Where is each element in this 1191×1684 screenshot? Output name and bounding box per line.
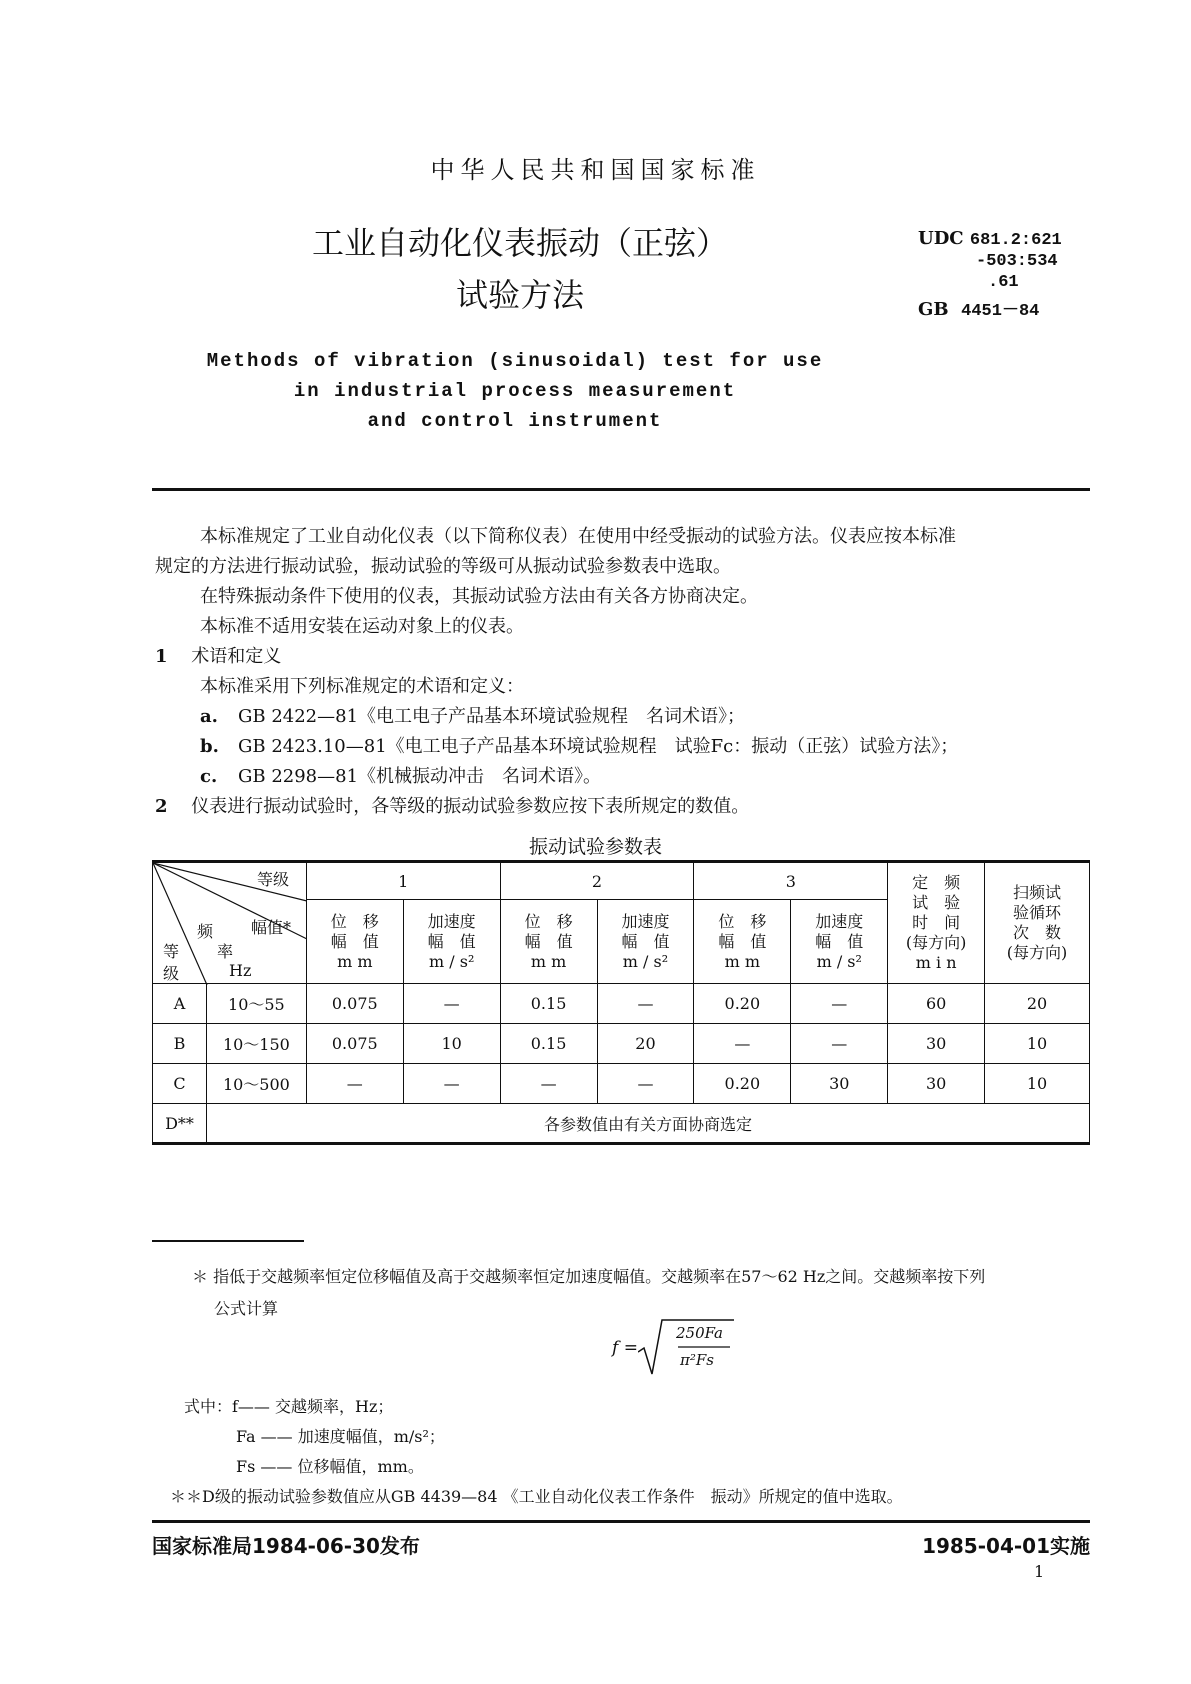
header-line: m m <box>724 951 761 971</box>
gb-label: GB <box>918 299 949 320</box>
issue-date: 国家标准局1984-06-30发布 <box>152 1534 420 1558</box>
displacement-cell: 0.15 <box>500 984 597 1024</box>
header-line: 验循环 <box>1013 903 1062 922</box>
udc-label: UDC <box>918 228 964 249</box>
sweep-cycles-cell: 10 <box>985 1024 1090 1064</box>
section2-text: 仪表进行振动试验时，各等级的振动试验参数应按下表所规定的数值。 <box>191 796 750 817</box>
section1-title: 术语和定义 <box>191 646 282 667</box>
title-en-line2: in industrial process measurement <box>293 380 737 402</box>
corner-deng-label: 等 <box>163 942 180 961</box>
header-line: 时 间 <box>912 913 961 932</box>
title-en-line3: and control instrument <box>367 410 663 432</box>
table-row-a <box>153 984 1090 1024</box>
formula-numerator: 250Fa <box>676 1324 723 1342</box>
header-line: 幅 值 <box>621 931 670 951</box>
group-header-2: 2 <box>500 862 694 900</box>
displacement-cell: 0.075 <box>306 984 403 1024</box>
freq-cell: 10～55 <box>206 984 306 1024</box>
reference-mark: c. <box>200 766 218 787</box>
corner-freq-label: 频 <box>197 922 214 941</box>
header-line: 位 移 <box>718 911 767 931</box>
header-line: 位 移 <box>330 911 379 931</box>
sweep-cycles-cell: 10 <box>985 1064 1090 1104</box>
displacement-cell: — <box>694 1024 791 1064</box>
section1-lead: 本标准采用下列标准规定的术语和定义： <box>200 676 524 697</box>
header-line: m / s² <box>816 951 862 971</box>
title-cn-line1: 工业自动化仪表振动（正弦） <box>311 224 728 262</box>
section1-number: 1 <box>155 646 168 667</box>
header-line: 位 移 <box>524 911 573 931</box>
freq-cell: 10～500 <box>206 1064 306 1104</box>
header-line: m / s² <box>622 951 669 971</box>
acceleration-cell: — <box>403 1064 500 1104</box>
acceleration-cell: — <box>791 984 888 1024</box>
header-line: m m <box>530 951 567 971</box>
acceleration-cell: — <box>791 1024 888 1064</box>
header-line: 幅 值 <box>815 931 864 951</box>
reference-text: GB 2422—81《电工电子产品基本环境试验规程 名词术语》； <box>238 706 746 727</box>
footer-rule <box>152 1520 1090 1523</box>
header-line: 加速度 <box>427 911 476 931</box>
acceleration-cell: — <box>597 1064 694 1104</box>
grade-cell: A <box>153 984 207 1024</box>
gb-code: 4451－84 <box>961 302 1040 321</box>
displacement-header-1 <box>306 900 403 984</box>
footnote-1-line1: ＊ 指低于交越频率恒定位移幅值及高于交越频率恒定加速度幅值。交越频率在57～62 Hz之间。交越频率按下列 <box>192 1267 986 1286</box>
header-line: (每方向) <box>905 933 967 952</box>
row-d-note: 各参数值由有关方面协商选定 <box>206 1104 1089 1144</box>
reference-mark: a. <box>200 706 218 727</box>
section2-number: 2 <box>155 796 168 817</box>
acceleration-cell: 20 <box>597 1024 694 1064</box>
acceleration-cell: 30 <box>791 1064 888 1104</box>
sweep-cycles-cell: 20 <box>985 984 1090 1024</box>
fixed-time-cell: 60 <box>888 984 985 1024</box>
displacement-header-3 <box>694 900 791 984</box>
table-row-b <box>153 1024 1090 1064</box>
udc-block <box>918 228 1062 322</box>
acceleration-cell: 10 <box>403 1024 500 1064</box>
reference-mark: b. <box>200 736 219 757</box>
corner-rate-label: 率 <box>217 942 234 961</box>
header-rule <box>152 488 1090 491</box>
title-en-line1: Methods of vibration (sinusoidal) test for use <box>206 350 824 372</box>
title-cn-line2: 试验方法 <box>455 276 584 314</box>
udc-line2: -503:534 <box>976 252 1058 271</box>
section1-heading <box>155 643 281 671</box>
formula-where-2: Fa —— 加速度幅值，m/s²； <box>236 1427 445 1446</box>
footnote-rule <box>152 1240 304 1242</box>
header-line: 定 频 <box>912 873 961 892</box>
intro-para1-line1: 本标准规定了工业自动化仪表（以下简称仪表）在使用中经受振动的试验方法。仪表应按本标准 <box>200 526 956 547</box>
formula-where-3: Fs —— 位移幅值，mm。 <box>236 1457 424 1476</box>
intro-para3: 本标准不适用安装在运动对象上的仪表。 <box>200 616 524 637</box>
acceleration-cell: — <box>403 984 500 1024</box>
formula-lhs: f = <box>612 1338 638 1358</box>
table-corner-cell <box>153 862 307 984</box>
corner-ji-label: 级 <box>163 964 180 983</box>
effective-date: 1985-04-01实施 <box>922 1534 1090 1558</box>
corner-grade-label: 等级 <box>257 870 290 889</box>
header-line: m i n <box>915 953 957 972</box>
header-line: 幅 值 <box>427 931 476 951</box>
national-standard-heading: 中华人民共和国国家标准 <box>430 156 761 184</box>
header-line: 扫频试 <box>1013 883 1062 902</box>
acceleration-header-2 <box>597 900 694 984</box>
reference-text: GB 2298—81《机械振动冲击 名词术语》。 <box>238 766 602 787</box>
fixed-time-cell: 30 <box>888 1064 985 1104</box>
header-line: 次 数 <box>1013 923 1062 942</box>
sweep-cycles-header <box>985 862 1090 984</box>
footnote-1-line2: 公式计算 <box>214 1299 279 1318</box>
grade-cell: D** <box>153 1104 207 1144</box>
grade-cell: B <box>153 1024 207 1064</box>
displacement-cell: 0.20 <box>694 1064 791 1104</box>
page-number: 1 <box>1034 1562 1045 1581</box>
header-line: 加速度 <box>815 911 864 931</box>
table-caption: 振动试验参数表 <box>528 836 662 858</box>
footnote-2: ＊＊D级的振动试验参数值应从GB 4439—84 《工业自动化仪表工作条件 振动》所规定的值中选取。 <box>170 1487 903 1506</box>
udc-line1: 681.2:621 <box>969 231 1062 250</box>
header-line: (每方向) <box>1006 943 1068 962</box>
displacement-cell: 0.20 <box>694 984 791 1024</box>
acceleration-cell: — <box>597 984 694 1024</box>
corner-hz-label: Hz <box>229 961 252 980</box>
intro-para1-line2: 规定的方法进行振动试验，振动试验的等级可从振动试验参数表中选取。 <box>155 556 731 577</box>
table-row-d <box>153 1104 1090 1144</box>
displacement-cell: 0.15 <box>500 1024 597 1064</box>
group-header-1: 1 <box>306 862 500 900</box>
freq-cell: 10～150 <box>206 1024 306 1064</box>
reference-a <box>200 703 745 731</box>
formula-where-1: 式中：f—— 交越频率，Hz； <box>184 1397 394 1416</box>
grade-cell: C <box>153 1064 207 1104</box>
reference-c <box>200 763 601 791</box>
header-line: m m <box>337 951 373 971</box>
group-header-3: 3 <box>694 862 888 900</box>
fixed-frequency-header <box>888 862 985 984</box>
section2-paragraph <box>155 793 749 821</box>
displacement-cell: — <box>306 1064 403 1104</box>
intro-para2: 在特殊振动条件下使用的仪表，其振动试验方法由有关各方协商决定。 <box>200 586 758 607</box>
table-row-c <box>153 1064 1090 1104</box>
reference-text: GB 2423.10—81《电工电子产品基本环境试验规程 试验Fc：振动（正弦）试验方法》； <box>238 736 959 757</box>
header-line: 幅 值 <box>718 931 767 951</box>
header-line: 加速度 <box>621 911 670 931</box>
header-line: 试 验 <box>912 893 961 912</box>
header-line: m / s² <box>429 951 475 971</box>
displacement-cell: — <box>500 1064 597 1104</box>
fixed-time-cell: 30 <box>888 1024 985 1064</box>
reference-b <box>200 733 958 761</box>
udc-line3: .61 <box>988 273 1019 292</box>
displacement-header-2 <box>500 900 597 984</box>
vibration-parameter-table <box>152 860 1090 1145</box>
header-line: 幅 值 <box>524 931 573 951</box>
displacement-cell: 0.075 <box>306 1024 403 1064</box>
formula-denominator: π²Fs <box>680 1351 714 1369</box>
header-line: 幅 值 <box>330 931 379 951</box>
acceleration-header-1 <box>403 900 500 984</box>
corner-amplitude-label: 幅值* <box>251 918 292 937</box>
acceleration-header-3 <box>791 900 888 984</box>
